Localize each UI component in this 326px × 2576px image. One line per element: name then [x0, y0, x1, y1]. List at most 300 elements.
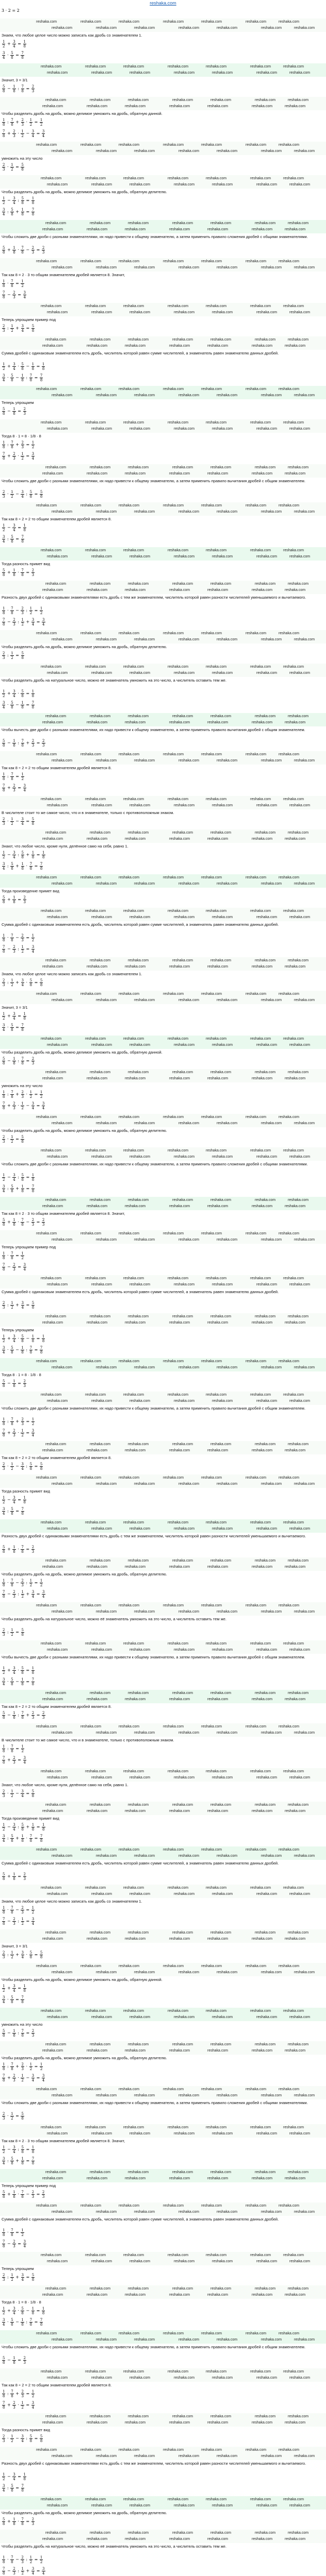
- watermark-text: reshaka.com: [206, 65, 227, 69]
- fraction-denominator: 8: [3, 777, 5, 781]
- watermark-text: reshaka.com: [134, 1971, 155, 1974]
- watermark-text: reshaka.com: [119, 1848, 140, 1852]
- operator: =: [33, 1836, 39, 1841]
- watermark-text: reshaka.com: [255, 466, 276, 469]
- fraction-denominator: 4: [3, 2488, 5, 2493]
- fraction-denominator: 8: [3, 2195, 5, 2199]
- formula-line: [2, 651, 25, 660]
- operator: :: [6, 1419, 10, 1424]
- fraction-denominator: 8: [31, 1306, 35, 1310]
- watermark-text: reshaka.com: [256, 804, 278, 807]
- fraction: [31, 1711, 35, 1720]
- formula-line: [2, 1301, 35, 1310]
- watermark-text: reshaka.com: [36, 1360, 57, 1363]
- fraction-numerator: 1: [21, 1346, 24, 1350]
- operator: ·: [6, 1679, 10, 1684]
- fraction: [23, 895, 26, 904]
- operator: :: [16, 852, 21, 857]
- explanation-text: Так как 8 = 2 · 3 то общим знаменателем дробей является 8. Значит,: [2, 2139, 125, 2143]
- watermark-text: reshaka.com: [252, 1809, 273, 1813]
- fraction: [31, 701, 35, 709]
- watermark-text: reshaka.com: [36, 2204, 57, 2208]
- formula-line: [2, 2228, 25, 2237]
- fraction-denominator: 3: [3, 2116, 5, 2121]
- fraction-numerator: 5: [31, 2273, 35, 2277]
- fraction: [40, 606, 43, 615]
- fraction: [21, 1101, 24, 1110]
- operator: =: [14, 536, 21, 541]
- fraction-denominator: 4: [31, 622, 35, 626]
- formula-line: [2, 523, 27, 532]
- operator: ·: [6, 53, 10, 58]
- fraction: [21, 2318, 24, 2327]
- fraction-numerator: 2: [21, 1579, 24, 1583]
- watermark-text: reshaka.com: [91, 2504, 112, 2507]
- fraction: [2, 51, 5, 60]
- watermark-text: reshaka.com: [283, 2126, 304, 2129]
- fraction-denominator: 2: [11, 656, 13, 660]
- operator: =: [16, 2474, 23, 2479]
- fraction: [21, 1334, 24, 1343]
- watermark-text: reshaka.com: [91, 71, 112, 75]
- watermark-text: reshaka.com: [119, 1360, 140, 1363]
- fraction: [2, 1834, 5, 1843]
- formula-line: [2, 2567, 46, 2575]
- fraction-numerator: 1: [23, 40, 26, 44]
- fraction-numerator: 5: [11, 701, 13, 705]
- fraction-numerator: 1: [21, 2157, 24, 2161]
- fraction: [23, 291, 26, 299]
- watermark-text: reshaka.com: [45, 2043, 67, 2046]
- fraction-numerator: 5: [21, 362, 24, 366]
- watermark-text: reshaka.com: [212, 71, 233, 75]
- fraction-denominator: 8: [21, 1827, 24, 1832]
- watermark-text: reshaka.com: [250, 2253, 271, 2257]
- fraction-denominator: 2: [11, 1955, 13, 1959]
- fraction: [12, 2029, 15, 2038]
- watermark-text: reshaka.com: [252, 1077, 273, 1080]
- fraction: [2, 1951, 5, 1959]
- watermark-row: [0, 471, 326, 478]
- fraction-denominator: 2: [3, 1827, 5, 1832]
- fraction: [2, 1906, 5, 1914]
- fraction-denominator: 3: [21, 1422, 24, 1426]
- fraction-denominator: 2: [21, 2078, 24, 2082]
- fraction: [29, 2555, 32, 2564]
- fraction: [21, 535, 24, 544]
- watermark-text: reshaka.com: [168, 665, 189, 669]
- watermark-text: reshaka.com: [217, 1366, 238, 1369]
- fraction-numerator: 5: [40, 490, 43, 494]
- watermark-text: reshaka.com: [210, 2043, 232, 2046]
- watermark-text: reshaka.com: [283, 798, 304, 801]
- fraction: [2, 118, 5, 127]
- watermark-text: reshaka.com: [125, 1077, 146, 1080]
- operator: −: [6, 1264, 12, 1269]
- fraction-denominator: 8: [29, 1350, 32, 1354]
- operator: :: [16, 946, 21, 952]
- operator: :: [16, 1919, 21, 1924]
- watermark-row: [0, 337, 326, 344]
- operator: :: [16, 2568, 21, 2573]
- fraction-numerator: 3: [3, 2157, 5, 2161]
- fraction: [12, 1984, 15, 1993]
- fraction-numerator: 2: [31, 246, 35, 250]
- fraction-denominator: 8: [3, 622, 5, 626]
- watermark-text: reshaka.com: [279, 387, 300, 391]
- watermark-text: reshaka.com: [119, 260, 140, 263]
- operator: ·: [6, 2113, 10, 2119]
- watermark-text: reshaka.com: [163, 2332, 184, 2335]
- watermark-text: reshaka.com: [129, 2376, 151, 2380]
- fraction-numerator: 3: [31, 2401, 35, 2405]
- fraction: [21, 1429, 24, 1437]
- fraction: [21, 1744, 24, 1753]
- operator: :: [6, 774, 10, 779]
- fraction: [21, 490, 24, 499]
- watermark-text: reshaka.com: [85, 65, 106, 69]
- watermark-text: reshaka.com: [201, 992, 222, 996]
- operator: =: [24, 702, 31, 707]
- watermark-row: [0, 510, 326, 516]
- watermark-text: reshaka.com: [178, 26, 200, 30]
- fraction: [10, 2434, 13, 2443]
- fraction-denominator: 4: [13, 1671, 15, 1675]
- watermark-text: reshaka.com: [172, 466, 193, 469]
- watermark-text: reshaka.com: [246, 2332, 267, 2335]
- operator: =: [24, 2158, 31, 2163]
- fraction: [40, 2062, 43, 2071]
- watermark-text: reshaka.com: [288, 222, 309, 225]
- fraction-denominator: 8: [23, 2477, 26, 2481]
- fraction: [40, 2434, 43, 2443]
- watermark-text: reshaka.com: [207, 2177, 229, 2180]
- watermark-text: reshaka.com: [256, 2132, 278, 2136]
- watermark-text: reshaka.com: [255, 831, 276, 835]
- watermark-text: reshaka.com: [134, 2454, 155, 2458]
- watermark-text: reshaka.com: [210, 338, 232, 342]
- fraction: [10, 1677, 13, 1686]
- fraction-numerator: 2: [13, 2401, 15, 2405]
- fraction: [42, 851, 45, 859]
- operator: ·: [16, 691, 21, 696]
- fraction-numerator: 2: [23, 407, 26, 411]
- fraction-numerator: 1: [11, 978, 13, 982]
- watermark-text: reshaka.com: [172, 831, 193, 835]
- fraction-numerator: 5: [11, 2157, 13, 2161]
- fraction: [10, 1462, 13, 1471]
- watermark-text: reshaka.com: [174, 804, 195, 807]
- fraction-denominator: 8: [11, 938, 13, 942]
- fraction: [10, 2318, 13, 2327]
- fraction: [10, 163, 13, 172]
- fraction: [12, 2074, 15, 2082]
- explanation-text: Чтобы разделить дробь на дробь, можно делимое умножить на дробь, обратную делителю.: [2, 645, 167, 649]
- fraction: [23, 784, 26, 792]
- fraction: [2, 374, 5, 382]
- watermark-text: reshaka.com: [163, 992, 184, 996]
- fraction-denominator: 4: [23, 1760, 26, 1765]
- fraction-denominator: 8: [29, 1955, 32, 1959]
- fraction-numerator: 1: [21, 1184, 24, 1189]
- fraction-numerator: 5: [3, 1379, 5, 1383]
- watermark-text: reshaka.com: [279, 876, 300, 879]
- watermark-text: reshaka.com: [261, 2210, 282, 2214]
- watermark-text: reshaka.com: [252, 1565, 273, 1569]
- watermark-text: reshaka.com: [261, 1854, 282, 1858]
- watermark-row: [0, 2170, 326, 2176]
- fraction-denominator: 2: [21, 777, 24, 781]
- watermark-text: reshaka.com: [246, 632, 267, 635]
- operator: +: [6, 453, 12, 459]
- fraction: [2, 2240, 5, 2248]
- watermark-text: reshaka.com: [87, 472, 108, 476]
- watermark-text: reshaka.com: [255, 1443, 276, 1446]
- watermark-text: reshaka.com: [169, 472, 190, 476]
- watermark-text: reshaka.com: [87, 344, 108, 348]
- fraction-numerator: 7: [11, 934, 13, 938]
- fraction: [29, 490, 32, 499]
- watermark-text: reshaka.com: [174, 1155, 195, 1159]
- fraction-denominator: 8: [13, 1716, 15, 1720]
- watermark-row: [0, 1076, 326, 1082]
- watermark-row: [0, 149, 326, 155]
- fraction: [2, 2434, 5, 2443]
- operator: ·: [24, 120, 29, 125]
- watermark-text: reshaka.com: [123, 1037, 144, 1041]
- watermark-text: reshaka.com: [123, 665, 144, 669]
- fraction: [21, 196, 24, 205]
- fraction-denominator: 4: [42, 1106, 45, 1110]
- watermark-text: reshaka.com: [256, 555, 278, 558]
- watermark-text: reshaka.com: [206, 798, 227, 801]
- operator: =: [16, 409, 23, 414]
- watermark-text: reshaka.com: [212, 2260, 233, 2263]
- watermark-text: reshaka.com: [285, 721, 306, 724]
- watermark-text: reshaka.com: [207, 105, 229, 108]
- watermark-text: reshaka.com: [134, 1122, 155, 1125]
- watermark-row: [0, 420, 326, 427]
- fraction: [10, 2484, 13, 2493]
- fraction-numerator: 7: [3, 1263, 5, 1267]
- watermark-text: reshaka.com: [250, 909, 271, 913]
- fraction-numerator: 1: [3, 1173, 5, 1177]
- fraction-numerator: 5: [11, 862, 13, 866]
- fraction-numerator: 1: [21, 1590, 24, 1594]
- fraction-denominator: 4: [13, 2477, 15, 2481]
- watermark-text: reshaka.com: [42, 965, 63, 969]
- watermark-text: reshaka.com: [47, 1776, 68, 1780]
- watermark-row: [0, 2531, 326, 2537]
- fraction-numerator: 7: [21, 1507, 24, 1511]
- fraction: [31, 246, 35, 255]
- fraction-denominator: 8: [11, 2394, 13, 2398]
- watermark-text: reshaka.com: [261, 1971, 282, 1974]
- watermark-text: reshaka.com: [125, 837, 146, 841]
- watermark-text: reshaka.com: [125, 344, 146, 348]
- watermark-text: reshaka.com: [129, 2504, 151, 2507]
- watermark-text: reshaka.com: [36, 1964, 57, 1968]
- fraction-denominator: 8: [3, 938, 5, 942]
- watermark-text: reshaka.com: [129, 1527, 151, 1531]
- explanation-text: Теперь упрощаем пример под: [2, 317, 56, 322]
- watermark-text: reshaka.com: [96, 394, 117, 397]
- watermark-text: reshaka.com: [289, 1648, 311, 1652]
- watermark-row: [0, 1809, 326, 1815]
- fraction-numerator: 2: [3, 2434, 5, 2438]
- fraction-numerator: 5: [21, 1666, 24, 1670]
- watermark-text: reshaka.com: [128, 222, 149, 225]
- watermark-text: reshaka.com: [256, 427, 278, 431]
- watermark-text: reshaka.com: [279, 1725, 300, 1728]
- fraction-numerator: 1: [11, 324, 13, 328]
- fraction-denominator: 8: [21, 1223, 24, 1227]
- watermark-text: reshaka.com: [128, 2287, 149, 2291]
- fraction-denominator: 3: [31, 2033, 35, 2038]
- fraction-numerator: 2: [13, 618, 15, 622]
- fraction: [21, 2273, 24, 2282]
- watermark-text: reshaka.com: [125, 1449, 146, 1452]
- operator: =: [35, 247, 41, 252]
- fraction: [2, 1789, 5, 1798]
- fraction: [12, 568, 15, 577]
- watermark-text: reshaka.com: [288, 1071, 309, 1074]
- fraction-denominator: 4: [3, 378, 5, 382]
- fraction-numerator: 2: [13, 2074, 15, 2078]
- watermark-text: reshaka.com: [294, 759, 315, 762]
- watermark-text: reshaka.com: [125, 2177, 146, 2180]
- fraction-numerator: 7: [29, 2318, 32, 2322]
- formula-line: [2, 1012, 27, 1021]
- watermark-row: [0, 1320, 326, 1327]
- watermark-text: reshaka.com: [207, 1698, 229, 1701]
- fraction: [21, 1507, 24, 1516]
- operator: :: [6, 980, 10, 985]
- operator: ·: [6, 1025, 10, 1030]
- watermark-text: reshaka.com: [255, 2415, 276, 2418]
- operator: =: [33, 608, 39, 613]
- watermark-row: [0, 1448, 326, 1454]
- watermark-text: reshaka.com: [256, 2376, 278, 2380]
- watermark-text: reshaka.com: [285, 344, 306, 348]
- fraction: [31, 440, 35, 449]
- fraction-denominator: 4: [13, 694, 15, 698]
- watermark-text: reshaka.com: [172, 1803, 193, 1807]
- watermark-text: reshaka.com: [172, 1315, 193, 1318]
- fraction-denominator: 2: [31, 938, 35, 942]
- watermark-text: reshaka.com: [41, 909, 62, 913]
- operator: :: [6, 863, 10, 869]
- formula-line: [2, 1579, 43, 1587]
- watermark-text: reshaka.com: [207, 472, 229, 476]
- fraction-denominator: 8: [42, 855, 45, 859]
- fraction-numerator: 1: [13, 2356, 15, 2360]
- operator: +: [6, 1986, 12, 1991]
- watermark-row: [0, 1775, 326, 1782]
- watermark-text: reshaka.com: [42, 472, 63, 476]
- watermark-text: reshaka.com: [42, 344, 63, 348]
- formula-line: [2, 1711, 46, 1720]
- fraction: [12, 2240, 15, 2248]
- watermark-text: reshaka.com: [134, 1238, 155, 1242]
- fraction: [21, 279, 24, 288]
- watermark-text: reshaka.com: [289, 671, 311, 675]
- operator: :: [16, 198, 21, 203]
- watermark-text: reshaka.com: [169, 1565, 190, 1569]
- watermark-text: reshaka.com: [178, 1854, 200, 1858]
- fraction-numerator: 7: [21, 2029, 24, 2033]
- operator: =: [33, 120, 39, 125]
- operator: =: [35, 1219, 41, 1225]
- watermark-row: [0, 958, 326, 964]
- watermark-text: reshaka.com: [217, 1610, 238, 1614]
- fraction: [2, 1379, 5, 1388]
- fraction-denominator: 8: [11, 2067, 13, 2071]
- operator: =: [14, 1137, 21, 1142]
- watermark-text: reshaka.com: [163, 1604, 184, 1607]
- watermark-row: [0, 1724, 326, 1731]
- explanation-text: Сумма дробей с одинаковым знаменателем есть дробь, числитель которой равен сумме числителей, а знаменатель равен знаменателю данных дробей.: [2, 922, 279, 927]
- operator: −: [24, 2308, 31, 2313]
- operator: +: [24, 1824, 31, 1829]
- watermark-text: reshaka.com: [45, 1071, 67, 1074]
- formula-line: [2, 2356, 27, 2365]
- fraction-numerator: 1: [3, 851, 5, 855]
- operator: :: [6, 2275, 10, 2280]
- watermark-text: reshaka.com: [52, 1238, 73, 1242]
- fraction-denominator: 8: [21, 1339, 24, 1343]
- fraction-numerator: 1: [3, 2145, 5, 2149]
- watermark-text: reshaka.com: [87, 1937, 108, 1941]
- watermark-text: reshaka.com: [47, 183, 68, 187]
- watermark-row: [0, 2448, 326, 2454]
- fraction: [31, 2157, 35, 2165]
- operator: −: [14, 1464, 21, 1469]
- watermark-text: reshaka.com: [85, 2009, 106, 2013]
- watermark-text: reshaka.com: [119, 387, 140, 391]
- watermark-text: reshaka.com: [91, 1648, 112, 1652]
- operator: +: [6, 131, 12, 136]
- fraction: [2, 1023, 5, 1032]
- fraction-numerator: 1: [3, 1984, 5, 1988]
- fraction-numerator: 7: [11, 1090, 13, 1094]
- operator: +: [6, 897, 12, 902]
- watermark-text: reshaka.com: [178, 1731, 200, 1735]
- formula-line: [2, 2517, 35, 2526]
- fraction-denominator: 3: [13, 456, 15, 461]
- site-link[interactable]: reshaka.com: [150, 1, 176, 6]
- watermark-text: reshaka.com: [207, 1321, 229, 1325]
- watermark-text: reshaka.com: [42, 2177, 63, 2180]
- watermark-text: reshaka.com: [212, 1399, 233, 1403]
- fraction-numerator: 7: [21, 1023, 24, 1027]
- fraction-numerator: 1: [3, 2307, 5, 2311]
- watermark-text: reshaka.com: [80, 1848, 102, 1852]
- fraction-denominator: 2: [11, 167, 13, 172]
- watermark-text: reshaka.com: [128, 1559, 149, 1563]
- watermark-text: reshaka.com: [261, 998, 282, 1002]
- fraction-denominator: 8: [21, 2033, 24, 2038]
- fraction-denominator: 4: [13, 367, 15, 371]
- watermark-text: reshaka.com: [85, 1521, 106, 1524]
- fraction-numerator: 7: [29, 1834, 32, 1838]
- watermark-text: reshaka.com: [250, 1149, 271, 1153]
- watermark-text: reshaka.com: [210, 959, 232, 962]
- operator: =: [35, 2308, 41, 2313]
- watermark-text: reshaka.com: [80, 20, 102, 24]
- operator: =: [33, 980, 39, 985]
- watermark-text: reshaka.com: [163, 632, 184, 635]
